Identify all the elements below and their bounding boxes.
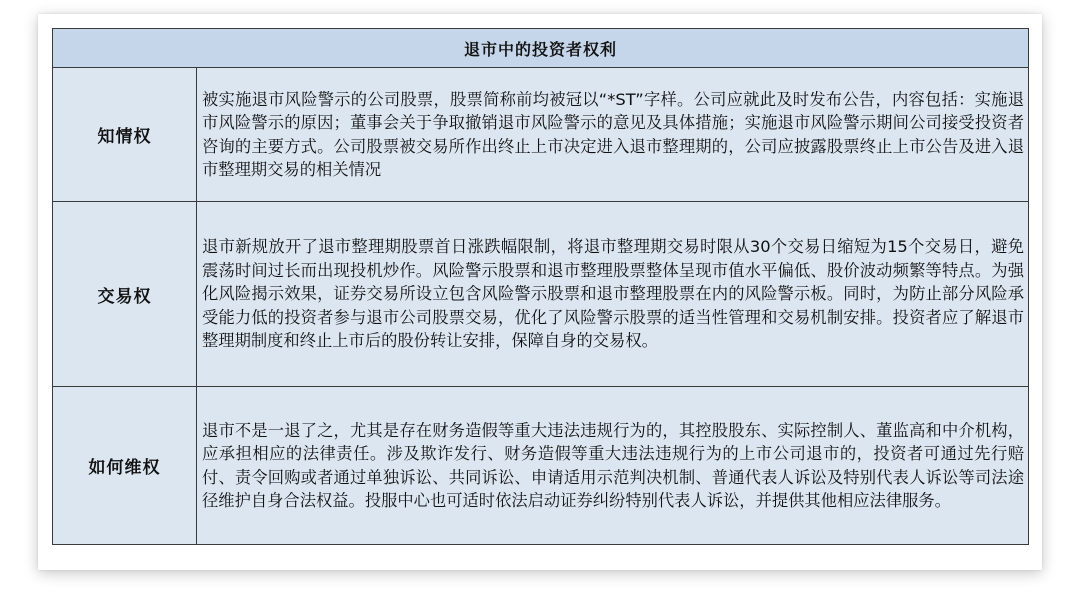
table-title-row [53, 29, 1029, 68]
row-text-how-to-defend-rights: 退市不是一退了之，尤其是存在财务造假等重大违法违规行为的，其控股股东、实际控制人、董监高和中介机构，应承担相应的法律责任。涉及欺诈发行、财务造假等重大违法违规行为的上市公司退市的，投资者可通过先行赔付、责令回购或者通过单独诉讼、共同诉讼、申请适用示范判决机制、普通代表人诉讼及特别代表人诉讼等司法途径维护自身合法权益。投服中心也可适时依法启动证券纠纷特别代表人诉讼，并提供其他相应法律服务。 [197, 387, 1029, 545]
row-label-right-to-know: 知情权 [53, 68, 197, 202]
table-title: 退市中的投资者权利 [53, 29, 1029, 68]
row-label-how-to-defend-rights: 如何维权 [53, 387, 197, 545]
row-text-right-to-know: 被实施退市风险警示的公司股票，股票简称前均被冠以“*ST”字样。公司应就此及时发布公告，内容包括：实施退市风险警示的原因；董事会关于争取撤销退市风险警示的意见及具体措施；实施退市风险警示期间公司接受投资者咨询的主要方式。公司股票被交易所作出终止上市决定进入退市整理期的，公司应披露股票终止上市公告及进入退市整理期交易的相关情况 [197, 68, 1029, 202]
investor-rights-table [52, 28, 1029, 545]
table-row [53, 387, 1029, 545]
row-label-trading-right: 交易权 [53, 202, 197, 387]
table-card [38, 14, 1042, 570]
table-row [53, 68, 1029, 202]
table-row [53, 202, 1029, 387]
row-text-trading-right: 退市新规放开了退市整理期股票首日涨跌幅限制，将退市整理期交易时限从30个交易日缩短为15个交易日，避免震荡时间过长而出现投机炒作。风险警示股票和退市整理股票整体呈现市值水平偏低、股价波动频繁等特点。为强化风险揭示效果，证券交易所设立包含风险警示股票和退市整理股票在内的风险警示板。同时，为防止部分风险承受能力低的投资者参与退市公司股票交易，优化了风险警示股票的适当性管理和交易机制安排。投资者应了解退市整理期制度和终止上市后的股份转让安排，保障自身的交易权。 [197, 202, 1029, 387]
